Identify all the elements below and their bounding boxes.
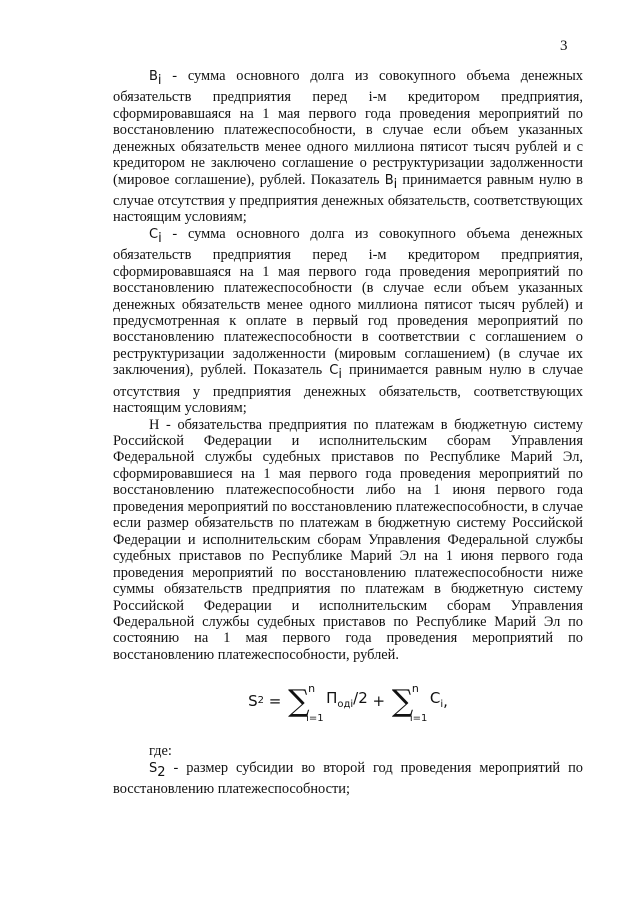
c-definition-text-2: принимается равным нулю в случае отсутствия у предприятия денежных обязательств, соответствующих настоящим условиям; bbox=[113, 362, 583, 417]
sum-1-lower: i=1 bbox=[306, 713, 324, 725]
term-1-symbol: П bbox=[326, 688, 338, 707]
b-definition-text: - сумма основного долга из совокупного объема денежных обязательств предприятия перед i-м кредитором предприятия, сформировавшаяся на 1 мая первого года проведения мероприятий по восстановлению платежеспособности, в случае если объем указанных денежных обязательств менее одного миллиона пятисот тысяч рублей и с кредитором не заключено соглашение о реструктуризации задолженности (мировое соглашение), рублей. Показатель bbox=[113, 68, 583, 188]
paragraph-b-definition bbox=[113, 68, 583, 226]
formula-equals: = bbox=[263, 692, 287, 711]
paragraph-s2-definition bbox=[113, 760, 583, 798]
symbol-c: C bbox=[149, 226, 159, 242]
page-number: 3 bbox=[560, 38, 568, 54]
sum-2 bbox=[390, 681, 428, 725]
term-2-symbol: C bbox=[429, 688, 441, 707]
formula-s2 bbox=[113, 675, 583, 727]
where-label: где: bbox=[149, 743, 172, 760]
symbol-b-sub-2: i bbox=[393, 176, 398, 192]
sum-2-lower: i=1 bbox=[409, 713, 428, 725]
term-1-sub: одi bbox=[337, 698, 354, 710]
symbol-c-2: C bbox=[329, 363, 339, 379]
c-definition-text: - сумма основного долга из совокупного объема денежных обязательств предприятия перед i-м кредитором предприятия, сформировавшаяся на 1 мая первого года проведения мероприятий по восстановлению платежеспособности (в случае если объем указанных денежных обязательств менее одного миллиона пятисот тысяч рублей) и предусмотренная к оплате в первый год проведения мероприятий по восстановлению платежеспособности в соответствии с соглашением о реструктуризации задолженности (мировым соглашением) (в случае их заключения), рублей. Показатель bbox=[113, 225, 583, 379]
symbol-s2: S bbox=[149, 760, 158, 776]
formula-lhs-sub: 2 bbox=[257, 695, 264, 707]
formula-lhs: S bbox=[248, 692, 258, 711]
spacer bbox=[113, 731, 583, 743]
symbol-c-sub: i bbox=[158, 230, 162, 246]
paragraph-c-definition bbox=[113, 226, 583, 417]
symbol-b-sub: i bbox=[157, 72, 162, 88]
sum-2-upper: n bbox=[411, 682, 419, 696]
symbol-b: B bbox=[149, 69, 158, 84]
symbol-b-2: B bbox=[384, 172, 394, 188]
sum-1-upper: n bbox=[308, 682, 316, 696]
term-2-sub: i bbox=[440, 698, 444, 710]
sigma-icon: ∑ bbox=[288, 684, 310, 720]
b-definition-text-2: принимается равным нулю в случае отсутствия у предприятия денежных обязательств, соответствующих настоящим условиям; bbox=[113, 171, 583, 226]
s2-definition-text: - размер субсидии во второй год проведения мероприятий по восстановлению платежеспособности; bbox=[113, 759, 583, 798]
document-body bbox=[113, 68, 583, 798]
term-1-divisor: /2 bbox=[353, 688, 368, 707]
formula-term-1 bbox=[326, 690, 368, 713]
sum-1 bbox=[286, 681, 324, 725]
sigma-icon: ∑ bbox=[391, 684, 414, 720]
symbol-s2-sub: 2 bbox=[157, 764, 166, 780]
symbol-c-sub-2: i bbox=[338, 367, 342, 383]
paragraph-h-definition: Н - обязательства предприятия по платежам в бюджетную систему Российской Федерации и исполнительским сборам Управления Федеральной службы судебных приставов по Республике Марий Эл, сформировавшиеся на 1 мая первого года проведения мероприятий по восстановлению платежеспособности либо на 1 июня первого года проведения мероприятий по восстановлению платежеспособности, в случае если размер обязательств по платежам в бюджетную систему Российской Федерации и исполнительским сборам Управления Федеральной службы судебных приставов по Республике Марий Эл на 1 июня первого года проведения мероприятий по восстановлению платежеспособности ниже суммы обязательств предприятия по платежам в бюджетную систему Российской Федерации и исполнительским сборам Управления Федеральной службы судебных приставов по Республике Марий Эл по состоянию на 1 мая первого года проведения мероприятий по восстановлению платежеспособности, рублей. bbox=[113, 416, 583, 663]
formula-tail: , bbox=[443, 692, 448, 711]
formula-plus: + bbox=[367, 692, 390, 711]
formula-term-2 bbox=[430, 690, 443, 713]
